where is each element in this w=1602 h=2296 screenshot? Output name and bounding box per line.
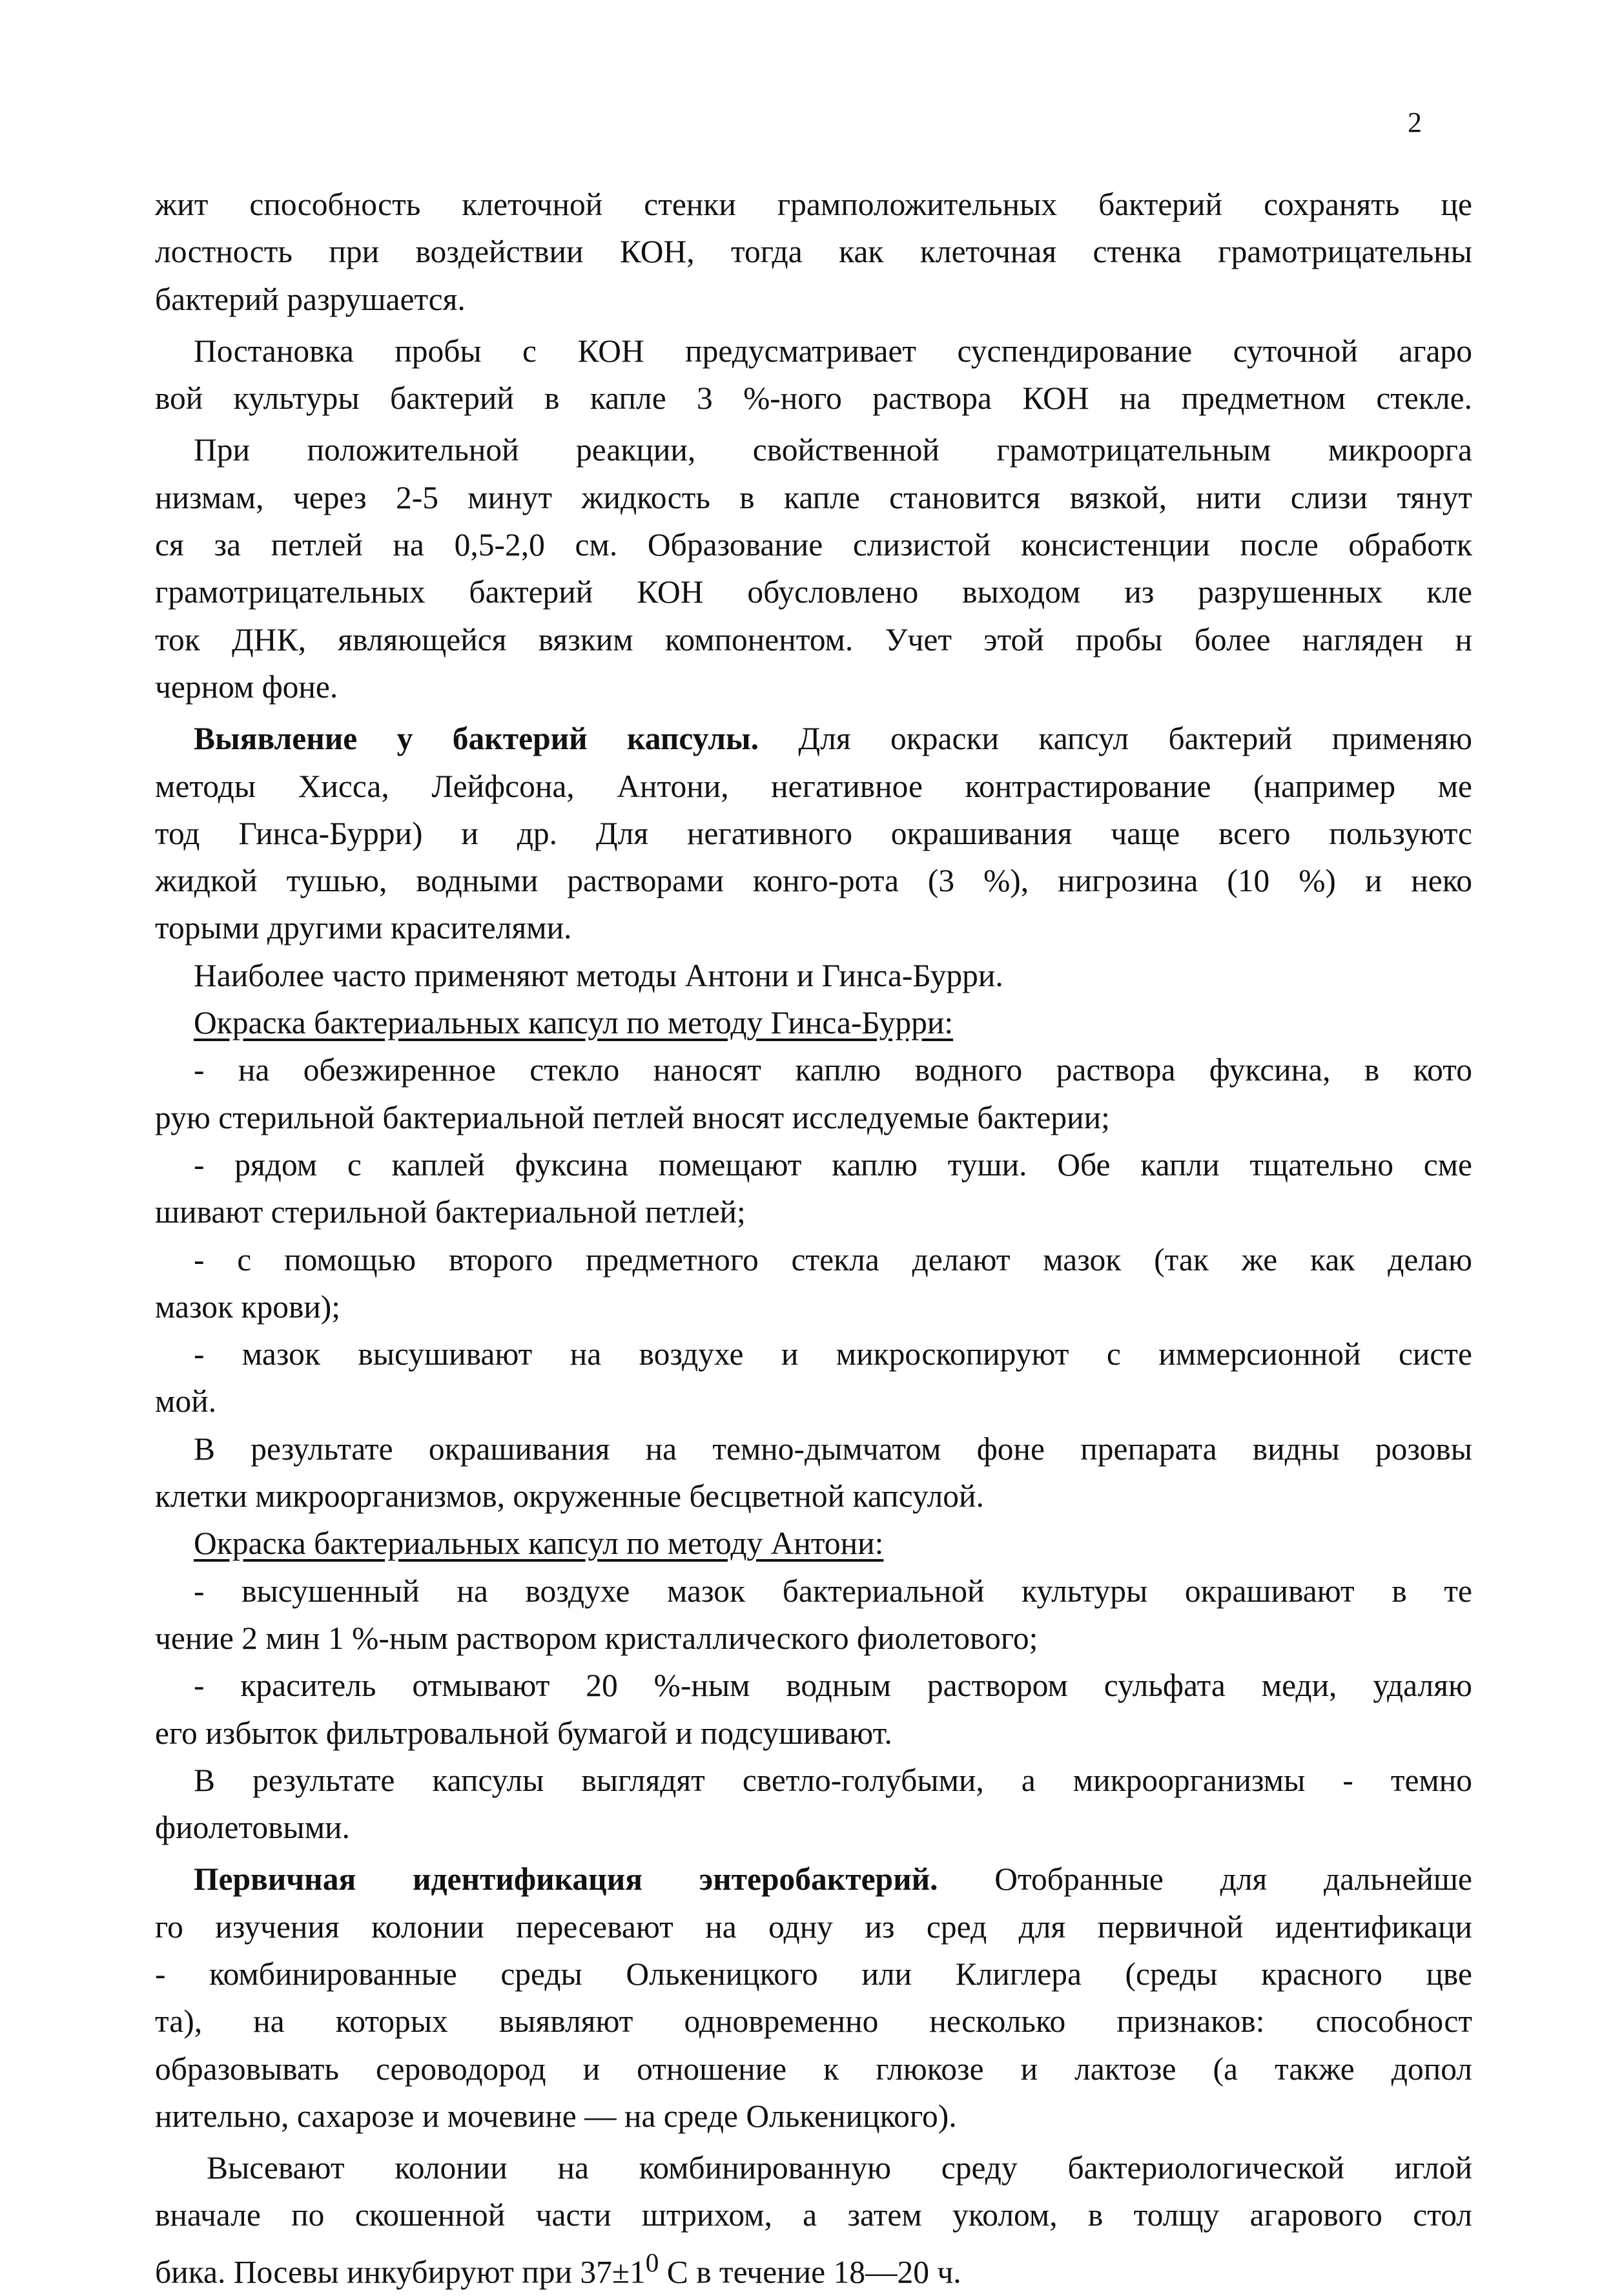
text-line: ток ДНК, являющейся вязким компонентом. Учет этой пробы более нагляден н [155,621,1472,657]
enterobacteria-heading-line [155,1856,1472,1903]
text-line: ся за петлей на 0,5-2,0 см. Образование слизистой консистенции после обработк [155,527,1472,563]
page-number: 2 [1408,107,1422,138]
text-line: мазок крови); [155,1288,341,1325]
text-line: го изучения колонии пересевают на одну из сред для первичной идентификаци [155,1908,1472,1945]
text-line: Наиболее часто применяют методы Антони и Гинса-Бурри. [194,957,1003,993]
text-line: - мазок высушивают на воздухе и микроскопируют с иммерсионной систе [194,1336,1472,1372]
text-fragment: Для окраски капсул бактерий применяю [759,721,1472,757]
text-line: образовывать сероводород и отношение к глюкозе и лактозе (а также допол [155,2051,1472,2087]
text-line: жидкой тушью, водными растворами конго-рота (3 %), нигрозина (10 %) и неко [155,863,1472,899]
text-line: черном фоне. [155,668,338,705]
text-line: вой культуры бактерий в капле 3 %-ного раствора КОН на предметном стекле. [155,380,1472,417]
text-line: нительно, сахарозе и мочевине — на среде Олькеницкого). [155,2098,957,2134]
text-line: вначале по скошенной части штрихом, а затем уколом, в толщу агарового стол [155,2197,1472,2233]
text-line: Постановка пробы с КОН предусматривает суспендирование суточной агаро [194,333,1472,369]
text-line: его избыток фильтровальной бумагой и подсушивают. [155,1715,892,1751]
text-line: чение 2 мин 1 %-ным раствором кристаллического фиолетового; [155,1620,1038,1656]
text-line: При положительной реакции, свойственной грамотрицательным микроорга [194,432,1472,468]
text-line: грамотрицательных бактерий КОН обусловлено выходом из разрушенных кле [155,574,1472,610]
gins-burri-subheading: Окраска бактериальных капсул по методу Гинса-Бурри: [194,1005,954,1041]
text-line: мой. [155,1383,216,1420]
text-fragment: бика. Посевы инкубируют при 37±1 [155,2254,646,2290]
text-line: - краситель отмывают 20 %-ным водным раствором сульфата меди, удаляю [194,1668,1472,1704]
text-line: рую стерильной бактериальной петлей вносят исследуемые бактерии; [155,1099,1110,1135]
text-line-with-superscript [155,2239,1472,2296]
text-line: - рядом с каплей фуксина помещают каплю туши. Обе капли тщательно сме [194,1146,1472,1183]
enterobacteria-heading: Первичная идентификация энтеробактерий. [194,1861,938,1898]
text-line: та), на которых выявляют одновременно несколько признаков: способност [155,2003,1472,2040]
text-line: - комбинированные среды Олькеницкого или Клиглера (среды красного цве [155,1956,1472,1992]
capsule-heading-line [155,715,1472,762]
text-line: - с помощью второго предметного стекла делают мазок (так же как делаю [194,1241,1472,1277]
text-line: шивают стерильной бактериальной петлей; [155,1194,746,1230]
text-fragment: С в течение 18—20 ч. [659,2254,961,2290]
text-line: жит способность клеточной стенки грамположительных бактерий сохранять це [155,187,1472,222]
text-line: В результате капсулы выглядят светло-голубыми, а микроорганизмы - темно [194,1762,1472,1798]
text-line: В результате окрашивания на темно-дымчатом фоне препарата видны розовы [194,1431,1472,1467]
text-line: тод Гинса-Бурри) и др. Для негативного окрашивания чаще всего пользуютс [155,815,1472,851]
antoni-subheading: Окраска бактериальных капсул по методу Антони: [194,1525,884,1562]
text-line: - высушенный на воздухе мазок бактериальной культуры окрашивают в те [194,1573,1472,1609]
text-line: клетки микроорганизмов, окруженные бесцветной капсулой. [155,1478,984,1515]
text-line: - на обезжиренное стекло наносят каплю водного раствора фуксина, в кото [194,1052,1472,1088]
text-line: фиолетовыми. [155,1810,350,1846]
text-line: методы Хисса, Лейфсона, Антони, негативное контрастирование (например ме [155,768,1472,804]
capsule-heading: Выявление у бактерий капсулы. [194,721,759,757]
text-line: лостность при воздействии КОН, тогда как клеточная стенка грамотрицательны [155,234,1472,270]
text-line: торыми другими красителями. [155,910,572,946]
document-body [155,181,1472,2296]
text-line: Высевают колонии на комбинированную среду бактериологической иглой [207,2150,1472,2186]
text-line: бактерий разрушается. [155,281,466,317]
degree-superscript: 0 [645,2247,659,2277]
text-fragment: Отобранные для дальнейше [938,1861,1472,1898]
text-line: низмам, через 2-5 минут жидкость в капле становится вязкой, нити слизи тянут [155,479,1472,515]
